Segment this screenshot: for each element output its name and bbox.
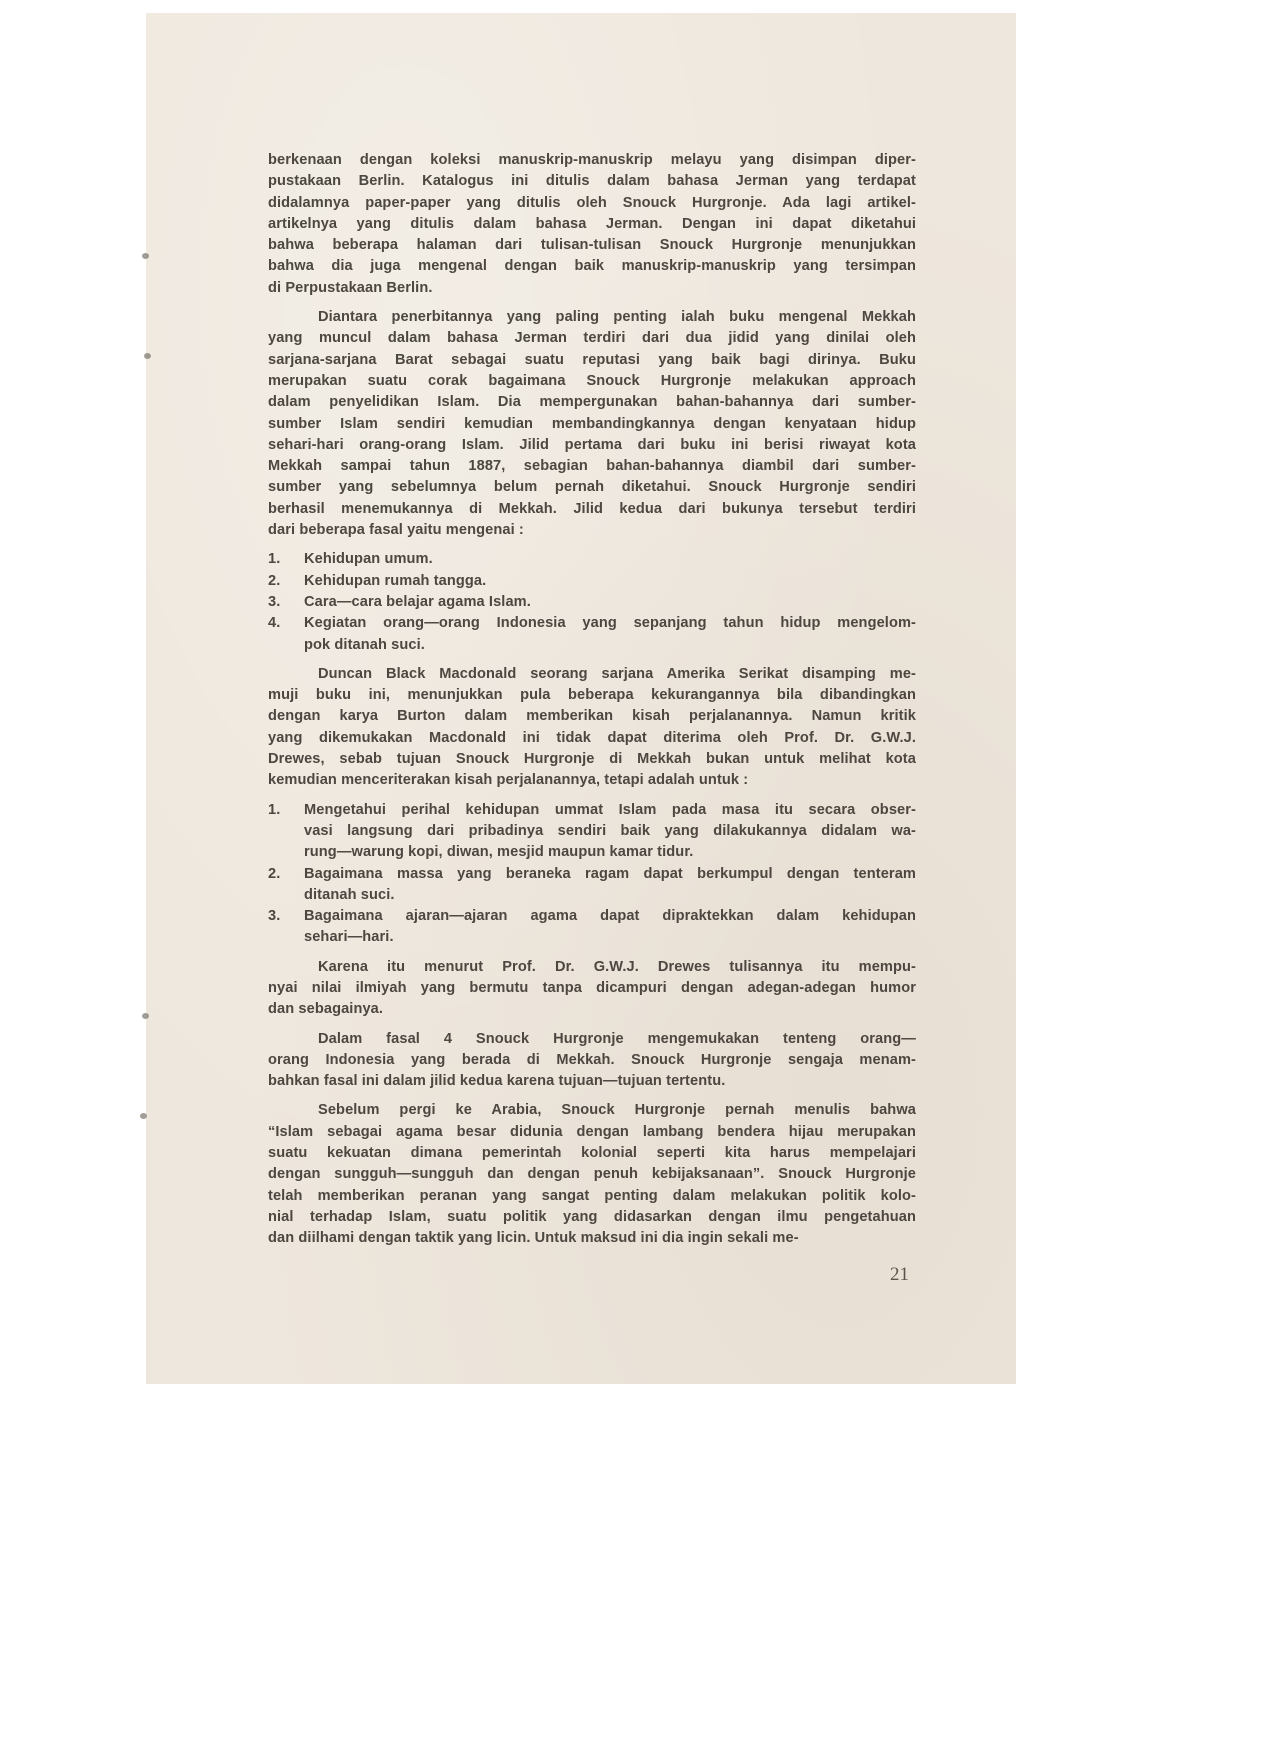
- text-line: artikelnya yang ditulis dalam bahasa Jerman. Dengan ini dapat diketahui: [268, 215, 916, 232]
- text-line: pok ditanah suci.: [304, 636, 425, 653]
- text-line: Sebelum pergi ke Arabia, Snouck Hurgronje pernah menulis bahwa: [318, 1102, 916, 1119]
- text-line: muji buku ini, menunjukkan pula beberapa kekurangannya bila dibandingkan: [268, 687, 916, 704]
- text-line: suatu kekuatan dimana pemerintah kolonial seperti kita harus mempelajari: [268, 1145, 916, 1162]
- list-number: 1.: [268, 551, 281, 568]
- text-line: nial terhadap Islam, suatu politik yang didasarkan dengan ilmu pengetahuan: [268, 1208, 916, 1225]
- numbered-list: [268, 800, 916, 949]
- text-line: Cara—cara belajar agama Islam.: [304, 593, 531, 610]
- margin-mark: [140, 1113, 147, 1119]
- list-item-text: [304, 906, 916, 949]
- paragraph: [268, 150, 916, 299]
- text-line: Diantara penerbitannya yang paling penting ialah buku mengenal Mekkah: [318, 309, 916, 326]
- list-item-text: [304, 864, 916, 907]
- list-item: [268, 592, 916, 613]
- margin-mark: [144, 353, 151, 359]
- numbered-list: [268, 549, 916, 655]
- text-line: didalamnya paper-paper yang ditulis oleh Snouck Hurgronje. Ada lagi artikel-: [268, 194, 916, 211]
- list-item: [268, 906, 916, 949]
- list-number: 3.: [268, 593, 281, 610]
- list-item-text: [304, 571, 916, 592]
- list-item-text: [304, 549, 916, 570]
- text-line: Bagaimana massa yang beraneka ragam dapat berkumpul dengan tenteram: [304, 865, 916, 882]
- text-line: orang Indonesia yang berada di Mekkah. Snouck Hurgronje sengaja menam-: [268, 1051, 916, 1068]
- text-line: bahwa beberapa halaman dari tulisan-tulisan Snouck Hurgronje menunjukkan: [268, 237, 916, 254]
- text-line: dengan karya Burton dalam memberikan kisah perjalanannya. Namun kritik: [268, 708, 916, 725]
- text-line: Drewes, sebab tujuan Snouck Hurgronje di Mekkah bukan untuk melihat kota: [268, 751, 916, 768]
- list-item: [268, 571, 916, 592]
- text-line: Mekkah sampai tahun 1887, sebagian bahan-bahannya diambil dari sumber-: [268, 458, 916, 475]
- list-number: 2.: [268, 572, 281, 589]
- text-line: Bagaimana ajaran—ajaran agama dapat dipraktekkan dalam kehidupan: [304, 908, 916, 925]
- margin-mark: [142, 1013, 149, 1019]
- list-item: [268, 613, 916, 656]
- list-number: 3.: [268, 908, 281, 925]
- text-line: sehari—hari.: [304, 929, 394, 946]
- list-item: [268, 864, 916, 907]
- paragraph: [268, 1029, 916, 1093]
- text-line: Duncan Black Macdonald seorang sarjana Amerika Serikat disamping me-: [318, 665, 916, 682]
- text-line: sarjana-sarjana Barat sebagai suatu reputasi yang baik bagi dirinya. Buku: [268, 351, 916, 368]
- text-line: nyai nilai ilmiyah yang bermutu tanpa dicampuri dengan adegan-adegan humor: [268, 979, 916, 996]
- text-line: berhasil menemukannya di Mekkah. Jilid kedua dari bukunya tersebut terdiri: [268, 500, 916, 517]
- list-item: [268, 549, 916, 570]
- text-line: bahkan fasal ini dalam jilid kedua karena tujuan—tujuan tertentu.: [268, 1073, 726, 1090]
- text-line: telah memberikan peranan yang sangat penting dalam melakukan politik kolo-: [268, 1187, 916, 1204]
- list-item-text: [304, 613, 916, 656]
- text-line: rung—warung kopi, diwan, mesjid maupun kamar tidur.: [304, 844, 694, 861]
- list-item-text: [304, 800, 916, 864]
- text-line: sumber yang sebelumnya belum pernah diketahui. Snouck Hurgronje sendiri: [268, 479, 916, 496]
- text-line: Mengetahui perihal kehidupan ummat Islam pada masa itu secara obser-: [304, 801, 916, 818]
- page-number: 21: [890, 1264, 909, 1285]
- list-item-text: [304, 592, 916, 613]
- text-line: bahwa dia juga mengenal dengan baik manuskrip-manuskrip yang tersimpan: [268, 258, 916, 275]
- text-line: Karena itu menurut Prof. Dr. G.W.J. Drewes tulisannya itu mempu-: [318, 958, 916, 975]
- text-line: Kegiatan orang—orang Indonesia yang sepanjang tahun hidup mengelom-: [304, 615, 916, 632]
- list-item: [268, 800, 916, 864]
- text-line: kemudian menceriterakan kisah perjalanannya, tetapi adalah untuk :: [268, 772, 749, 789]
- paragraph: [268, 1100, 916, 1249]
- text-line: Kehidupan rumah tangga.: [304, 572, 487, 589]
- text-line: merupakan suatu corak bagaimana Snouck Hurgronje melakukan approach: [268, 372, 916, 389]
- text-line: dengan sungguh—sungguh dan dengan penuh kebijaksanaan”. Snouck Hurgronje: [268, 1166, 916, 1183]
- text-line: dalam penyelidikan Islam. Dia mempergunakan bahan-bahannya dari sumber-: [268, 394, 916, 411]
- paragraph: [268, 957, 916, 1021]
- paragraph: [268, 307, 916, 541]
- body-text: [268, 150, 916, 1250]
- margin-mark: [142, 253, 149, 259]
- text-line: dan sebagainya.: [268, 1001, 384, 1018]
- text-line: Kehidupan umum.: [304, 551, 433, 568]
- text-line: “Islam sebagai agama besar didunia dengan lambang bendera hijau merupakan: [268, 1123, 916, 1140]
- text-line: vasi langsung dari pribadinya sendiri baik yang dilakukannya didalam wa-: [304, 822, 916, 839]
- text-line: Dalam fasal 4 Snouck Hurgronje mengemukakan tenteng orang—: [318, 1030, 916, 1047]
- text-line: sehari-hari orang-orang Islam. Jilid pertama dari buku ini berisi riwayat kota: [268, 436, 916, 453]
- list-number: 1.: [268, 801, 281, 818]
- text-line: di Perpustakaan Berlin.: [268, 279, 433, 296]
- list-number: 4.: [268, 615, 281, 632]
- list-number: 2.: [268, 865, 281, 882]
- text-line: ditanah suci.: [304, 886, 395, 903]
- text-line: sumber Islam sendiri kemudian membandingkannya dengan kenyataan hidup: [268, 415, 916, 432]
- text-line: pustakaan Berlin. Katalogus ini ditulis dalam bahasa Jerman yang terdapat: [268, 173, 916, 190]
- paragraph: [268, 664, 916, 792]
- text-line: yang muncul dalam bahasa Jerman terdiri dari dua jidid yang dinilai oleh: [268, 330, 916, 347]
- text-line: yang dikemukakan Macdonald ini tidak dapat diterima oleh Prof. Dr. G.W.J.: [268, 729, 916, 746]
- text-line: dari beberapa fasal yaitu mengenai :: [268, 522, 524, 539]
- text-line: dan diilhami dengan taktik yang licin. Untuk maksud ini dia ingin sekali me-: [268, 1230, 799, 1247]
- text-line: berkenaan dengan koleksi manuskrip-manuskrip melayu yang disimpan diper-: [268, 152, 916, 168]
